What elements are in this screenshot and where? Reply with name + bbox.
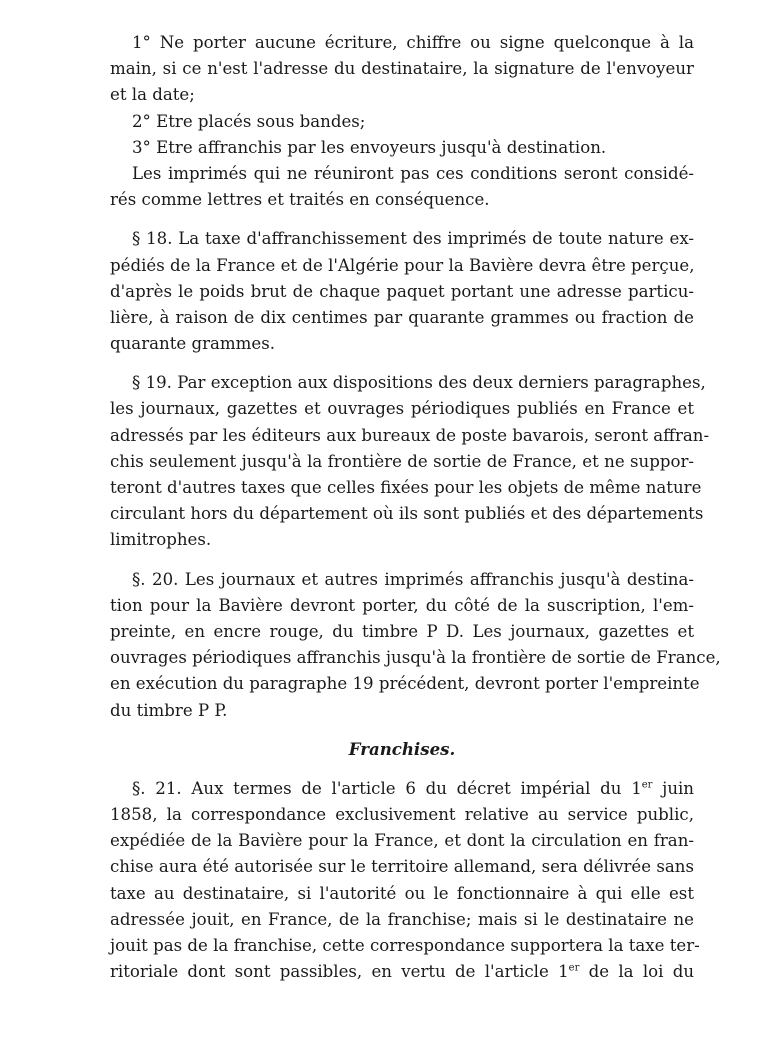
text-line: §. 21. Aux termes de l'article 6 du décret impérial du 1er juin (132, 778, 694, 798)
text-line: chis seulement jusqu'à la frontière de sortie de France, et ne suppor- (110, 451, 694, 471)
text-line: lière, à raison de dix centimes par quarante grammes ou fraction de (110, 307, 694, 327)
text-line: 2° Etre placés sous bandes; (132, 111, 366, 131)
conditions-list (110, 30, 694, 213)
text-line: du timbre P P. (110, 700, 228, 720)
text-line: teront d'autres taxes que celles fixées pour les objets de même nature (110, 478, 702, 497)
document-page (110, 30, 721, 985)
text-line: et la date; (110, 85, 195, 105)
paragraph-21 (110, 776, 700, 986)
text-line: Les imprimés qui ne réuniront pas ces conditions seront considé- (132, 163, 694, 183)
paragraph-19 (110, 370, 710, 553)
text-line: quarante grammes. (110, 334, 276, 354)
text-line: jouit pas de la franchise, cette correspondance supportera la taxe ter- (110, 936, 700, 955)
paragraph-20 (110, 567, 721, 724)
text-line: ouvrages périodiques affranchis jusqu'à la frontière de sortie de France, (110, 648, 721, 668)
text-line: rés comme lettres et traités en conséquence. (110, 190, 490, 210)
text-line: les journaux, gazettes et ouvrages périodiques publiés en France et (110, 399, 694, 419)
text-line: 1858, la correspondance exclusivement relative au service public, (110, 805, 694, 825)
text-line: taxe au destinataire, si l'autorité ou le fonctionnaire à qui elle est (110, 883, 694, 903)
text-line: circulant hors du département où ils sont publiés et des départements (110, 504, 704, 524)
paragraph-18 (110, 226, 694, 357)
text-line: § 19. Par exception aux dispositions des deux derniers paragraphes, (132, 373, 706, 393)
text-line: chise aura été autorisée sur le territoire allemand, sera délivrée sans (110, 857, 694, 877)
text-line: en exécution du paragraphe 19 précédent, devront porter l'empreinte (110, 674, 700, 694)
text-line: limitrophes. (110, 530, 212, 550)
text-line: preinte, en encre rouge, du timbre P D. Les journaux, gazettes et (110, 621, 694, 641)
text-line: § 18. La taxe d'affranchissement des imprimés de toute nature ex- (132, 229, 694, 249)
text-line: pédiés de la France et de l'Algérie pour la Bavière devra être perçue, (110, 255, 695, 275)
text-line: expédiée de la Bavière pour la France, et dont la circulation en fran- (110, 831, 694, 851)
text-line: 1° Ne porter aucune écriture, chiffre ou signe quelconque à la (132, 33, 694, 52)
text-line: adressée jouit, en France, de la franchise; mais si le destinataire ne (110, 909, 694, 929)
text-line: 3° Etre affranchis par les envoyeurs jusqu'à destination. (132, 137, 607, 157)
text-line: tion pour la Bavière devront porter, du côté de la suscription, l'em- (110, 595, 694, 615)
text-line: d'après le poids brut de chaque paquet portant une adresse particu- (110, 281, 694, 301)
text-line: ritoriale dont sont passibles, en vertu de l'article 1er de la loi du (110, 962, 695, 982)
text-line: main, si ce n'est l'adresse du destinataire, la signature de l'envoyeur (110, 59, 694, 79)
text-line: adressés par les éditeurs aux bureaux de poste bavarois, seront affran- (110, 425, 710, 445)
text-line: §. 20. Les journaux et autres imprimés affranchis jusqu'à destina- (132, 569, 694, 589)
section-heading: Franchises. (348, 738, 456, 759)
